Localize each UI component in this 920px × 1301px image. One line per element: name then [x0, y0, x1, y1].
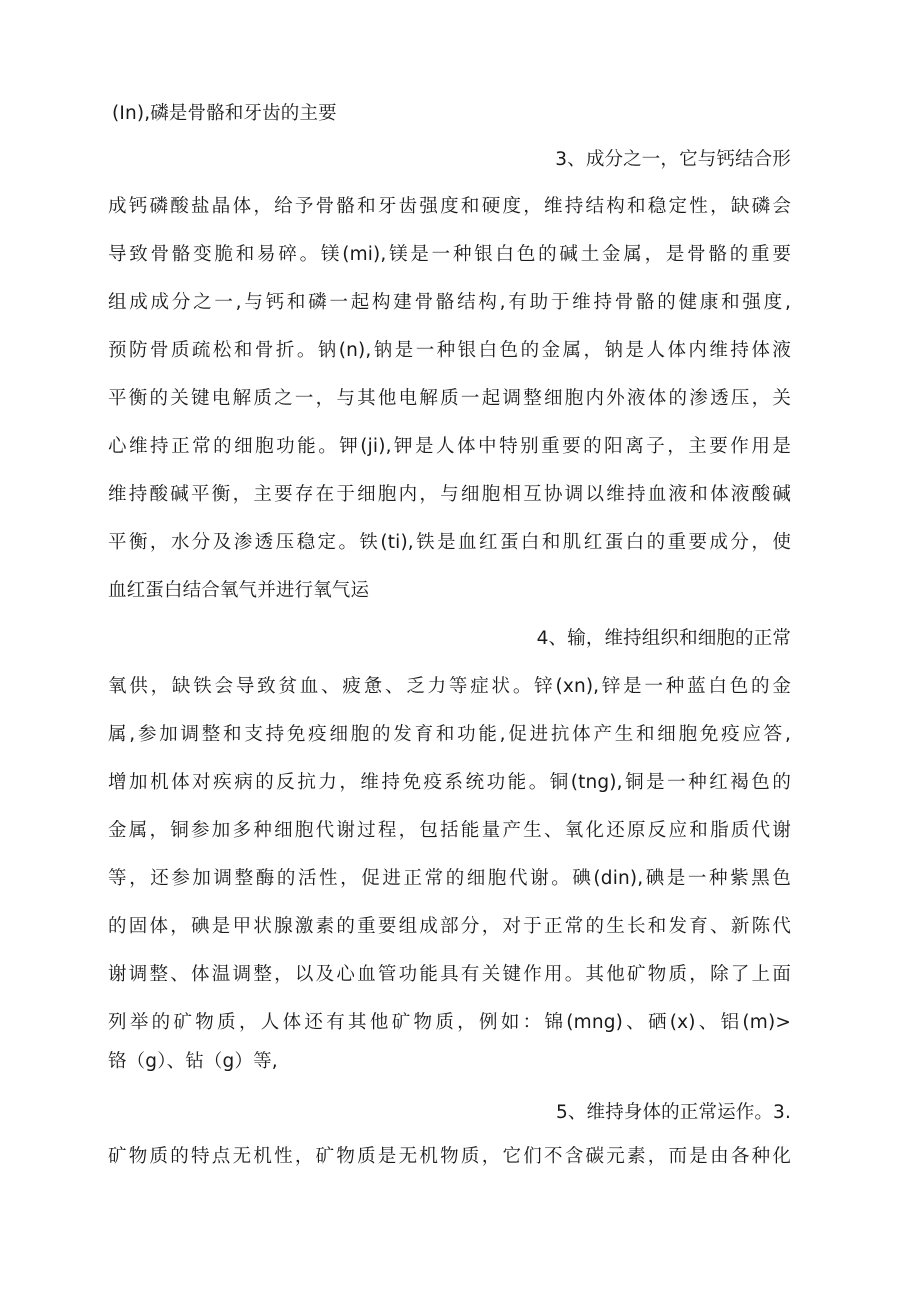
text-line: 平衡的关键电解质之一，与其他电解质一起调整细胞内外液体的渗透压，关	[108, 388, 791, 409]
text-line: 增加机体对疾病的反抗力，维持免疫系统功能。铜(tng),铜是一种红褐色的	[108, 772, 791, 793]
text-line: 平衡，水分及渗透压稳定。铁(ti),铁是血红蛋白和肌红蛋白的重要成分，使	[108, 532, 791, 553]
text-line: 导致骨骼变脆和易碎。镁(mi),镁是一种银白色的碱土金属，是骨骼的重要	[108, 244, 791, 265]
text-line: 成钙磷酸盐晶体，给予骨骼和牙齿强度和硬度，维持结构和稳定性，缺磷会	[108, 196, 791, 217]
text-line: 氧供，缺铁会导致贫血、疲惫、乏力等症状。锌(xn),锌是一种蓝白色的金	[108, 676, 791, 697]
text-line: 的固体，碘是甲状腺激素的重要组成部分，对于正常的生长和发育、新陈代	[108, 916, 791, 937]
text-line: 等，还参加调整酶的活性，促进正常的细胞代谢。碘(din),碘是一种紫黑色	[108, 868, 791, 889]
text-line: 列举的矿物质，人体还有其他矿物质，例如：锦(mng)、硒(x)、铝(m)>	[108, 1012, 791, 1033]
text-line: 维持酸碱平衡，主要存在于细胞内，与细胞相互协调以维持血液和体液酸碱	[108, 484, 791, 505]
text-line: 谢调整、体温调整，以及心血管功能具有关键作用。其他矿物质，除了上面	[108, 964, 791, 985]
text-line: 血红蛋白结合氧气并进行氧气运	[108, 580, 370, 601]
text-line: 4、输，维持组织和细胞的正常	[536, 628, 791, 649]
text-line: 铬（g）、钻（g）等,	[108, 1051, 278, 1072]
text-line: 矿物质的特点无机性，矿物质是无机物质，它们不含碳元素，而是由各种化	[108, 1146, 791, 1167]
text-line: 预防骨质疏松和骨折。钠(n),钠是一种银白色的金属，钠是人体内维持体液	[108, 340, 791, 361]
text-line: 3、成分之一，它与钙结合形	[555, 149, 791, 170]
text-line: 金属，铜参加多种细胞代谢过程，包括能量产生、氧化还原反应和脂质代谢	[108, 820, 791, 841]
text-line: 属,参加调整和支持免疫细胞的发育和功能,促进抗体产生和细胞免疫应答,	[108, 724, 791, 745]
text-line: 组成成分之一,与钙和磷一起构建骨骼结构,有助于维持骨骼的健康和强度,	[108, 292, 791, 313]
text-line: 5、维持身体的正常运作。3.	[555, 1102, 791, 1123]
text-line: (In),磷是骨骼和牙齿的主要	[112, 103, 337, 124]
text-line: 心维持正常的细胞功能。钾(ji),钾是人体中特别重要的阳离子，主要作用是	[108, 436, 791, 457]
